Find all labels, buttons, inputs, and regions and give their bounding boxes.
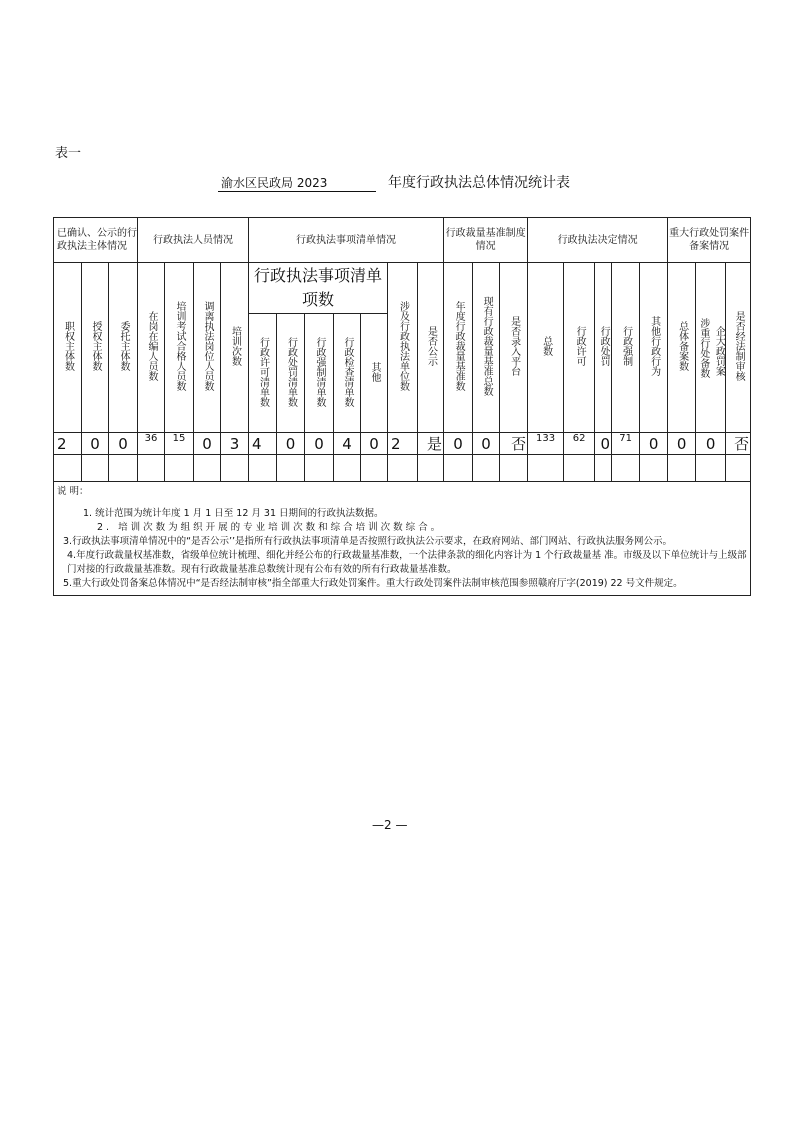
group-header: 已确认、公示的行政执法主体情况 [54,218,138,263]
note-item: 4.年度行政裁量权基准数，省级单位统计梳理、细化并经公布的行政裁量基准数，一个法律条款的细化内容计为 1 个行政裁量基 准。市级及以下单位统计与上级部门对接的行政裁量基准数。现有行政裁量基准总数统计现有公布有效的所有行政裁量基准数。 [67,550,747,575]
cell: 0 [305,433,334,455]
cell: 3 [221,433,249,455]
column-header-label: 行政检查清单数 [342,336,354,407]
column-header [82,263,109,433]
empty-cell [138,455,165,482]
cell: 0 [82,433,109,455]
note-item: 1. 统计范围为统计年度 1 月 1 日至 12 月 31 日期间的行政执法数据。 [83,508,384,519]
page-title [218,172,570,192]
note-item: 3.行政执法事项清单情况中的“是否公示’’是指所有行政执法事项清单是否按照行政执法公示要求，在政府网站、部门网站、行政执法服务网公示。 [63,536,673,547]
column-header [165,263,194,433]
column-header-label: 调离执法岗位人员数 [202,301,214,391]
title-org-year: 渝水区民政局 2023 [218,174,376,192]
column-header-label: 职权主体数 [62,321,74,371]
empty-cell [726,455,751,482]
column-header-label: 在岗在编人员数 [146,311,158,381]
column-header [473,263,500,433]
cell: 15 [165,433,194,455]
column-header-label: 其他行政行为 [648,316,660,376]
empty-cell [473,455,500,482]
column-header-label: 现有行政裁量基准总数 [481,296,493,396]
empty-cell [595,455,612,482]
column-header-label: 行政处罚 [598,326,610,366]
cell: 0 [640,433,668,455]
column-header-label: 行政强制清单数 [314,336,326,407]
column-header-label: 涉重行处备数 [697,317,709,378]
column-header [564,263,595,433]
empty-cell [696,455,726,482]
cell: 0 [109,433,138,455]
column-header-label: 培训次数 [229,326,241,366]
table-label: 表一 [55,146,82,161]
empty-cell [54,455,82,482]
group-header: 行政执法事项清单情况 [249,218,444,263]
cell: 0 [696,433,726,455]
column-header [138,263,165,433]
empty-cell [418,455,444,482]
column-header [388,263,418,433]
column-header [668,263,696,433]
column-header-label: 年度行政裁量基准数 [453,301,465,391]
column-header [277,314,305,433]
empty-cell [305,455,334,482]
column-header [221,263,249,433]
column-header [305,314,334,433]
empty-cell [444,455,473,482]
column-header-label: 行政处罚清单数 [285,336,297,407]
empty-cell [388,455,418,482]
column-header-label: 是否公示 [425,326,437,366]
column-header-label: 行政许可清单数 [257,336,269,407]
column-header-label: 委托主体数 [118,321,129,371]
column-header-label: 授权主体数 [90,321,101,371]
column-header [640,263,668,433]
column-header [334,314,361,433]
title-text: 年度行政执法总体情况统计表 [388,175,570,191]
empty-cell [564,455,595,482]
cell: 62 [564,433,595,455]
column-header [595,263,612,433]
column-header [528,263,564,433]
empty-cell [249,455,277,482]
column-header [418,263,444,433]
cell: 0 [668,433,696,455]
column-header-dual-label [696,318,725,378]
empty-cell [109,455,138,482]
empty-cell [361,455,388,482]
cell: 2 [388,433,418,455]
table-row-empty [54,455,751,482]
column-header [54,263,82,433]
cell: 0 [194,433,221,455]
notes-spacer [57,499,747,507]
column-header-label: 培训考试合格人员数 [174,301,186,391]
empty-cell [194,455,221,482]
notes [54,482,751,596]
column-header [194,263,221,433]
cell: 71 [612,433,640,455]
column-header-label: 企大政罚案 [713,325,725,376]
empty-cell [82,455,109,482]
cell: 4 [334,433,361,455]
table-row [54,433,751,455]
cell: 2 [54,433,82,455]
page-number: —2 — [372,818,408,832]
empty-cell [221,455,249,482]
column-header-label: 其他 [369,361,381,382]
empty-cell [277,455,305,482]
cell: 0 [444,433,473,455]
empty-cell [500,455,528,482]
column-header [109,263,138,433]
column-header [612,263,640,433]
notes-heading: 说 明： [57,486,89,497]
column-header [249,314,277,433]
cell: 133 [528,433,564,455]
column-header [361,314,388,433]
note-item: 2. 培训次数为组织开展的专业培训次数和综合培训次数综合。 [97,522,444,533]
column-header-label: 行政强制 [620,326,632,366]
column-header [696,263,726,433]
note-item: 5.重大行政处罚备案总体情况中“是否经法制审核”指全部重大行政处罚案件。重大行政处罚案件法制审核范围参照赣府厅字(2019) 22 号文件规定。 [63,578,683,589]
cell: 0 [277,433,305,455]
column-header-label: 总数 [540,336,552,356]
group-header: 行政执法决定情况 [528,218,668,263]
subgroup-header: 行政执法事项清单项数 [249,263,388,314]
empty-cell [528,455,564,482]
cell: 0 [595,433,612,455]
empty-cell [640,455,668,482]
group-header: 重大行政处罚案件备案情况 [668,218,751,263]
group-header: 行政裁量基准制度情况 [444,218,528,263]
statistics-table [53,217,751,596]
cell: 36 [138,433,165,455]
empty-cell [668,455,696,482]
column-header-label: 是否录入平台 [508,316,520,376]
empty-cell [165,455,194,482]
column-header [726,263,751,433]
column-header-label: 总体备案数 [676,321,688,371]
group-header: 行政执法人员情况 [138,218,249,263]
cell: 0 [473,433,500,455]
column-header [444,263,473,433]
column-header-label: 行政许可 [574,326,586,366]
column-header-label: 是否经法制审核 [733,311,745,381]
column-header [500,263,528,433]
cell: 否 [726,433,751,455]
column-header-label: 涉及行政执法单位数 [397,301,409,391]
cell: 4 [249,433,277,455]
cell: 0 [361,433,388,455]
cell: 是 [418,433,444,455]
empty-cell [612,455,640,482]
cell: 否 [500,433,528,455]
empty-cell [334,455,361,482]
